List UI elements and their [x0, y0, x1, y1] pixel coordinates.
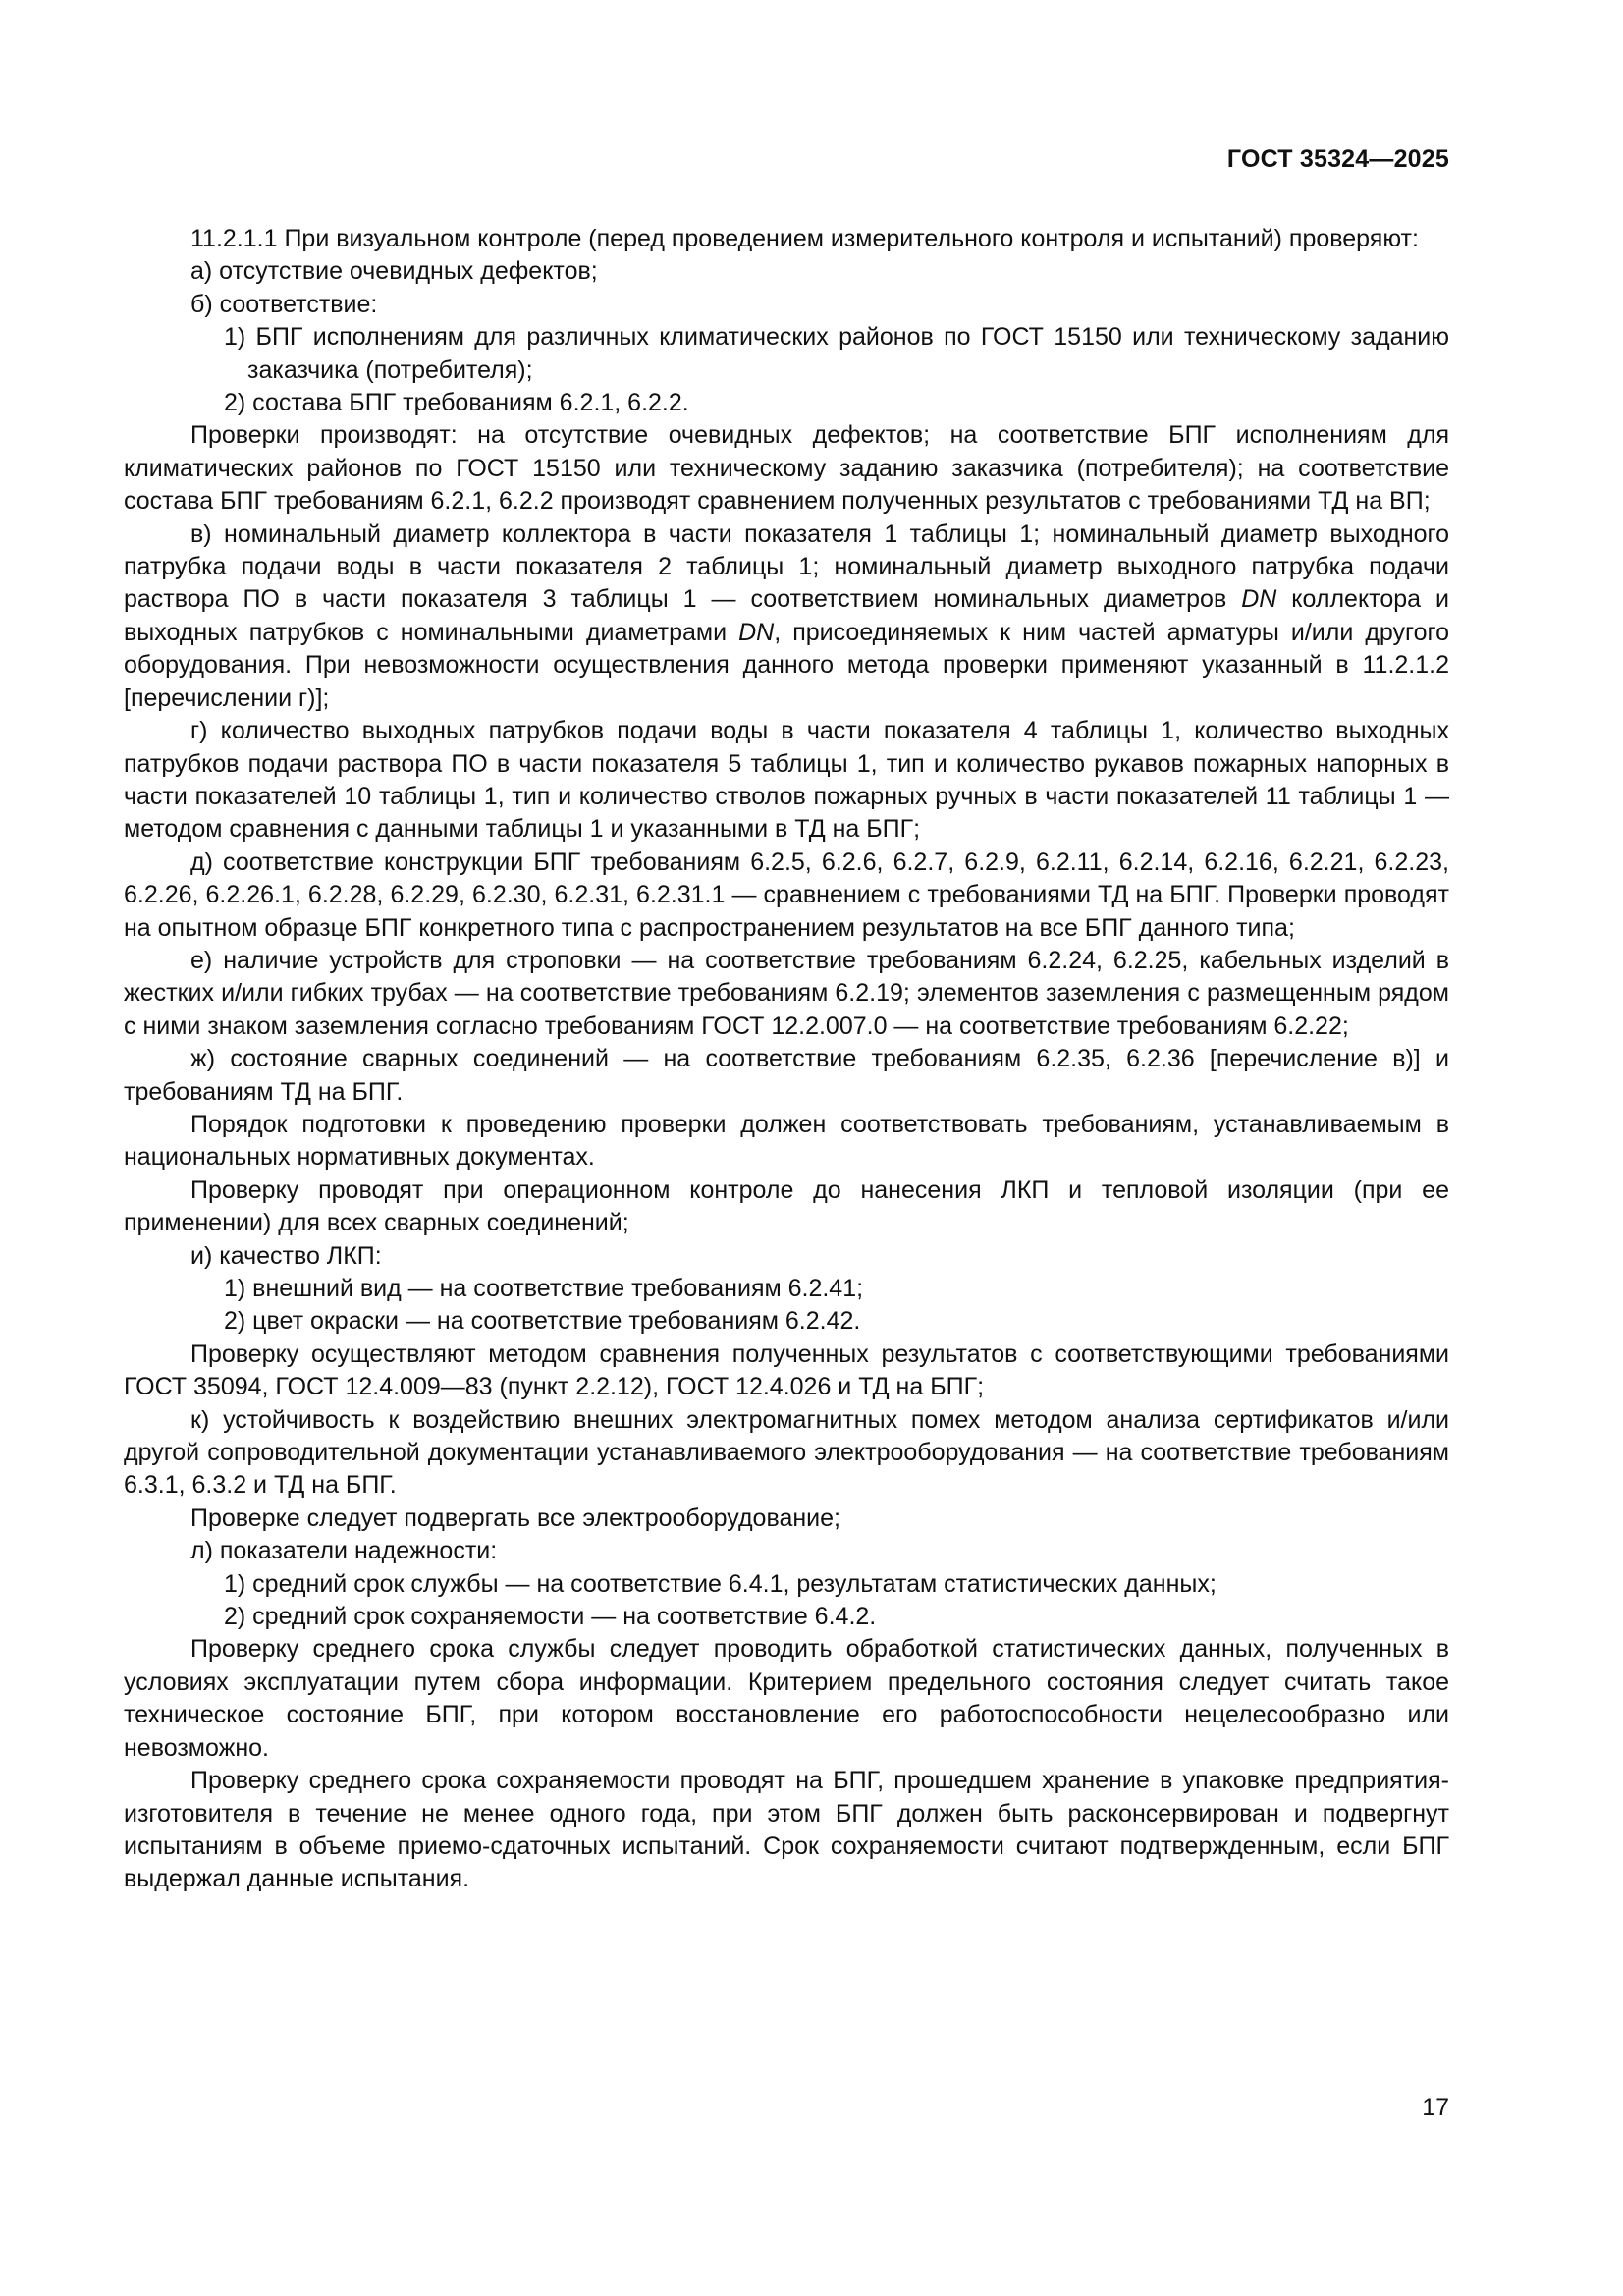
paragraph: 1) БПГ исполнениям для различных климатических районов по ГОСТ 15150 или техническому заданию заказчика (потребителя); — [224, 323, 1449, 384]
paragraph: б) соответствие: — [190, 290, 378, 318]
paragraph: Порядок подготовки к проведению проверки должен соответствовать требованиям, устанавливаемым в национальных нормативных документах. — [124, 1110, 1449, 1172]
paragraph: ж) состояние сварных соединений — на соответствие требованиям 6.2.35, 6.2.36 [перечисление в)] и требованиям ТД на БПГ. — [124, 1045, 1449, 1106]
paragraph: Проверки производят: на отсутствие очевидных дефектов; на соответствие БПГ исполнениям для климатических районов по ГОСТ 15150 или техническому заданию заказчика (потребителя); на соответствие состава БПГ требованиям 6.2.1, 6.2.2 производят сравнением полученных результатов с требованиями ТД на ВП; — [124, 421, 1449, 516]
paragraph: Проверку среднего срока сохраняемости проводят на БПГ, прошедшем хранение в упаковке предприятия-изготовителя в течение не менее одного года, при этом БПГ должен быть расконсервирован и подвергнут испытаниям в объеме приемо-сдаточных испытаний. Срок сохраняемости считают подтвержденным, если БПГ выдержал данные испытания. — [124, 1767, 1449, 1893]
paragraph: к) устойчивость к воздействию внешних электромагнитных помех методом анализа сертификатов и/или другой сопроводительной документации устанавливаемого электрооборудования — на соответствие требованиям 6.3.1, 6.3.2 и ТД на БПГ. — [124, 1405, 1449, 1500]
paragraph: Проверку осуществляют методом сравнения полученных результатов с соответствующими требованиями ГОСТ 35094, ГОСТ 12.4.009—83 (пункт 2.2.12), ГОСТ 12.4.026 и ТД на БПГ; — [124, 1339, 1449, 1401]
paragraph: 11.2.1.1 При визуальном контроле (перед проведением измерительного контроля и испытаний) проверяют: — [190, 225, 1419, 252]
paragraph: е) наличие устройств для строповки — на соответствие требованиям 6.2.24, 6.2.25, кабельных изделий в жестких и/или гибких трубах — на соответствие требованиям 6.2.19; элементов заземления с размещенным рядом с ними знаком заземления согласно требованиям ГОСТ 12.2.007.0 — на соответствие требованиям 6.2.22; — [124, 946, 1449, 1040]
paragraph: в) номинальный диаметр коллектора в части показателя 1 таблицы 1; номинальный диаметр выходного патрубка подачи воды в части показателя 2 таблицы 1; номинальный диаметр выходного патрубка подачи раствора ПО в части показателя 3 таблицы 1 — соответствием номинальных диаметров DN коллектора и выходных патрубков с номинальными диаметрами DN, присоединяемых к ним частей арматуры и/или другого оборудования. При невозможности осуществления данного метода проверки применяют указанный в 11.2.1.2 [перечислении г)]; — [124, 519, 1450, 712]
page-number: 17 — [1422, 2094, 1449, 2121]
paragraph: Проверку среднего срока службы следует проводить обработкой статистических данных, полученных в условиях эксплуатации путем сбора информации. Критерием предельного состояния следует считать такое техническое состояние БПГ, при котором восстановление его работоспособности нецелесообразно или невозможно. — [124, 1635, 1449, 1762]
paragraph: 2) цвет окраски — на соответствие требованиям 6.2.42. — [224, 1307, 861, 1336]
paragraph: 2) средний срок сохраняемости — на соответствие 6.4.2. — [224, 1603, 877, 1631]
document-body — [124, 223, 1449, 1896]
paragraph: л) показатели надежности: — [190, 1537, 498, 1565]
paragraph: и) качество ЛКП: — [190, 1241, 382, 1270]
paragraph: 2) состава БПГ требованиям 6.2.1, 6.2.2. — [224, 389, 689, 417]
paragraph: Проверку проводят при операционном контроле до нанесения ЛКП и тепловой изоляции (при ее применении) для всех сварных соединений; — [124, 1175, 1449, 1237]
document-header-standard-id: ГОСТ 35324—2025 — [1226, 145, 1449, 173]
paragraph: г) количество выходных патрубков подачи воды в части показателя 4 таблицы 1, количество выходных патрубков подачи раствора ПО в части показателя 5 таблицы 1, тип и количество рукавов пожарных напорных в части показателей 10 таблицы 1, тип и количество стволов пожарных ручных в части показателей 11 таблицы 1 — методом сравнения с данными таблицы 1 и указанными в ТД на БПГ; — [124, 717, 1449, 844]
paragraph: Проверке следует подвергать все электрооборудование; — [190, 1503, 840, 1532]
paragraph: 1) внешний вид — на соответствие требованиям 6.2.41; — [224, 1275, 864, 1302]
paragraph: 1) средний срок службы — на соответствие 6.4.1, результатам статистических данных; — [224, 1569, 1217, 1598]
paragraph: а) отсутствие очевидных дефектов; — [190, 257, 598, 286]
paragraph: д) соответствие конструкции БПГ требованиям 6.2.5, 6.2.6, 6.2.7, 6.2.9, 6.2.11, 6.2.14, 6.2.16, 6.2.21, 6.2.23, 6.2.26, 6.2.26.1, 6.2.28, 6.2.29, 6.2.30, 6.2.31, 6.2.31.1 — сравнением с требованиями ТД на БПГ. Проверки проводят на опытном образце БПГ конкретного типа с распространением результатов на все БПГ данного типа; — [124, 847, 1449, 942]
